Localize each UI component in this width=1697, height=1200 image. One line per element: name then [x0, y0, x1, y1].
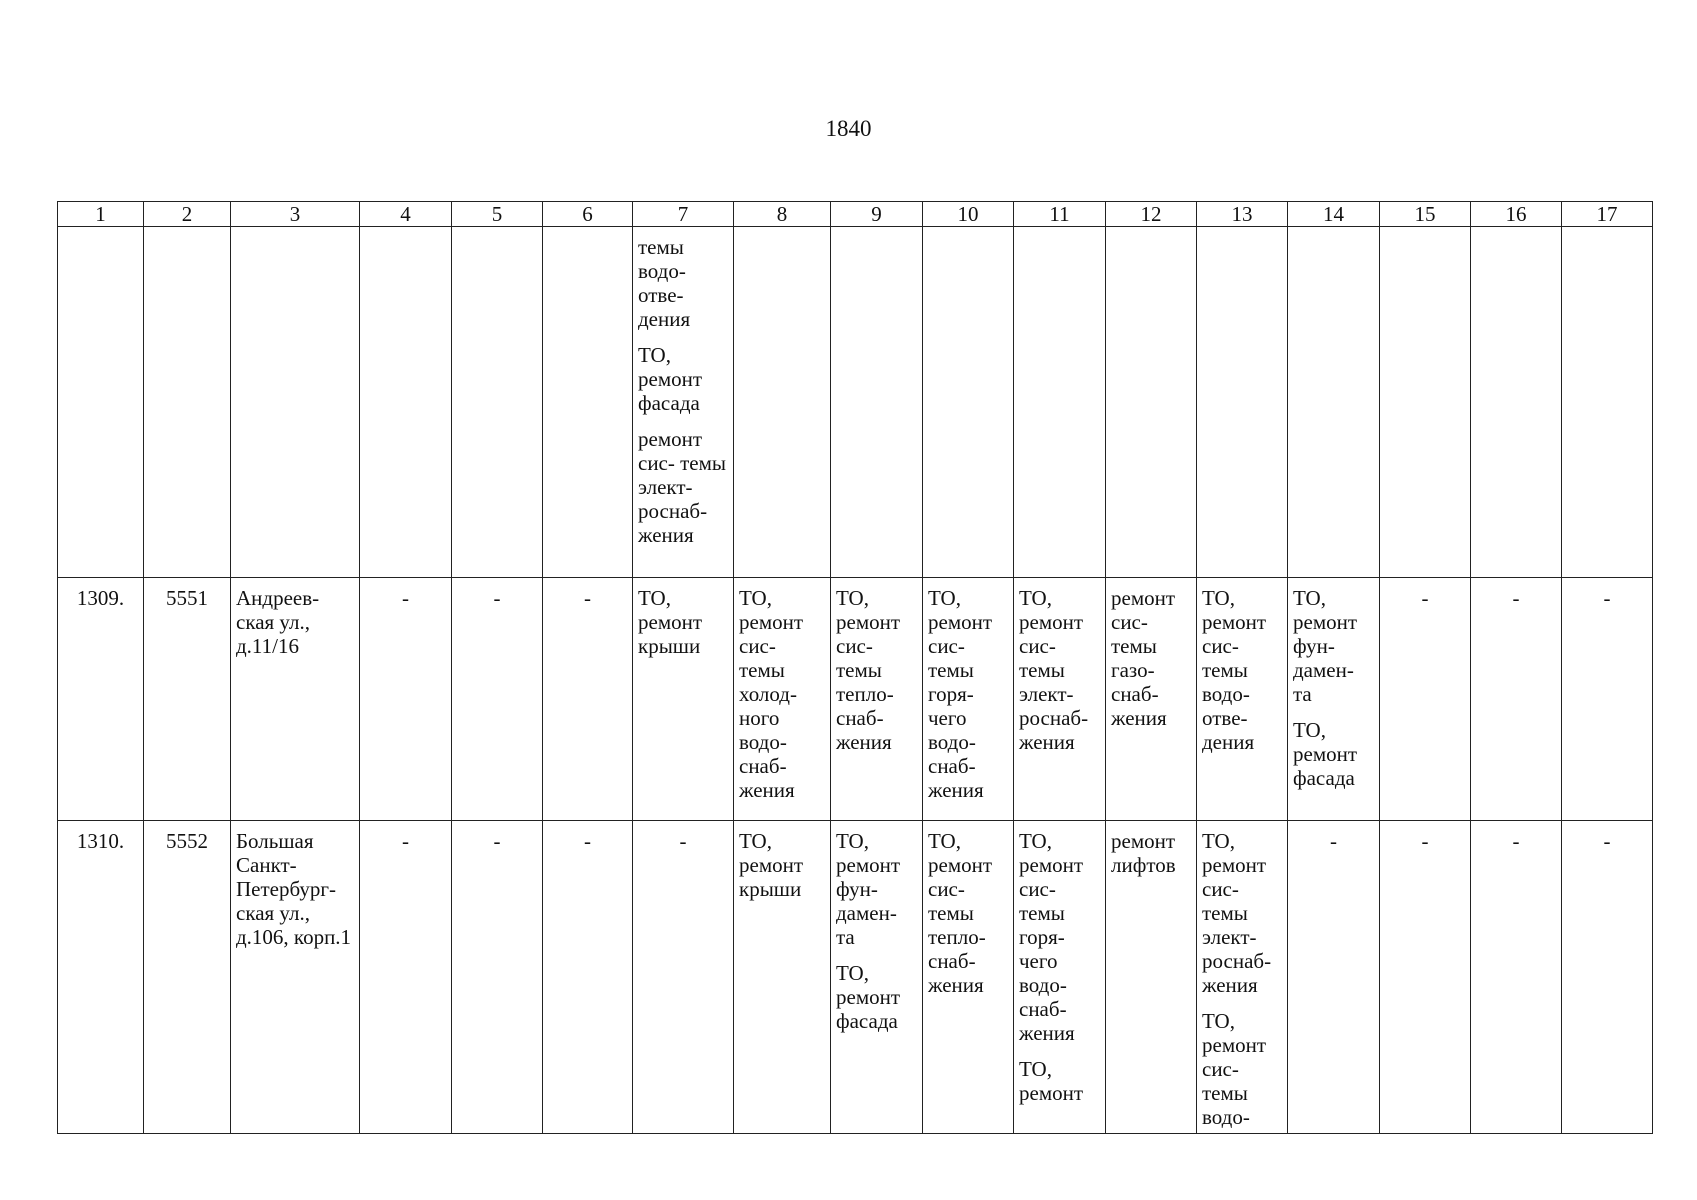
table-cell-col-15 — [1380, 821, 1471, 1134]
column-header: 12 — [1106, 202, 1197, 227]
cell-text: - — [1330, 829, 1337, 853]
column-header-row — [58, 202, 1653, 227]
table-cell-col-10 — [923, 821, 1014, 1134]
cell-text: ТО, ремонт сис- темы горя- чего водо- снаб- жения — [928, 586, 993, 802]
cell-text: - — [1512, 586, 1520, 610]
table-cell-col-17 — [1562, 227, 1653, 578]
cell-text: 5552 — [166, 829, 208, 853]
cell-text: ТО, ремонт сис- темы элект- роснаб- жения — [1019, 586, 1089, 754]
cell-text: - — [584, 586, 591, 610]
table-cell-col-12 — [1106, 821, 1197, 1134]
table-cell-col-12 — [1106, 227, 1197, 578]
column-header: 2 — [144, 202, 231, 227]
table-cell-col-1 — [58, 821, 144, 1134]
table-cell-col-5 — [452, 578, 543, 821]
column-header: 14 — [1288, 202, 1380, 227]
cell-text: ТО, ремонт сис- темы элект- роснаб- жения — [1202, 829, 1272, 997]
cell-text: - — [402, 586, 409, 610]
cell-text: 1309. — [76, 586, 125, 610]
cell-text: Большая Санкт- Петербург- ская ул., д.106, корп.1 — [236, 829, 352, 949]
column-header: 10 — [923, 202, 1014, 227]
cell-text: ТО, ремонт сис- темы тепло- снаб- жения — [928, 829, 993, 997]
cell-text: ТО, ремонт сис- темы горя- чего водо- снаб- жения — [1019, 829, 1084, 1045]
cell-text: Андреев- ская ул., д.11/16 — [236, 586, 320, 658]
cell-text: - — [1512, 829, 1520, 853]
table-cell-col-11 — [1014, 578, 1106, 821]
table-cell-col-11 — [1014, 821, 1106, 1134]
column-header: 6 — [543, 202, 633, 227]
cell-text: - — [679, 829, 687, 853]
table-cell-col-14 — [1288, 821, 1380, 1134]
table-cell-col-1 — [58, 227, 144, 578]
column-header: 16 — [1471, 202, 1562, 227]
cell-text: 5551 — [166, 586, 208, 610]
column-header: 7 — [633, 202, 734, 227]
table-cell-col-1 — [58, 578, 144, 821]
table-cell-col-2 — [144, 227, 231, 578]
column-header: 9 — [831, 202, 923, 227]
column-header: 13 — [1197, 202, 1288, 227]
table-cell-col-13 — [1197, 578, 1288, 821]
table-cell-col-12 — [1106, 578, 1197, 821]
table-cell-col-3 — [231, 821, 360, 1134]
page-number: 1840 — [825, 116, 872, 141]
column-header: 8 — [734, 202, 831, 227]
table-cell-col-14 — [1288, 227, 1380, 578]
table-cell-col-11 — [1014, 227, 1106, 578]
cell-text: - — [402, 829, 409, 853]
table-cell-col-6 — [543, 227, 633, 578]
column-header: 11 — [1014, 202, 1106, 227]
column-header: 17 — [1562, 202, 1653, 227]
cell-text: - — [1421, 586, 1429, 610]
table-cell-col-4 — [360, 227, 452, 578]
cell-text: ТО, ремонт фасада — [638, 343, 703, 415]
table-cell-col-8 — [734, 821, 831, 1134]
cell-text: ТО, ремонт сис- темы водо- отве- дения — [1202, 586, 1267, 754]
table-cell-col-16 — [1471, 821, 1562, 1134]
column-header: 4 — [360, 202, 452, 227]
table-row — [58, 821, 1653, 1134]
cell-text: ТО, ремонт фасада — [836, 961, 901, 1033]
table-cell-col-4 — [360, 821, 452, 1134]
cell-text: ТО, ремонт сис- темы тепло- снаб- жения — [836, 586, 901, 754]
cell-text: ТО, ремонт крыши — [739, 829, 804, 901]
cell-text: ТО, ремонт — [1019, 1057, 1084, 1105]
table-cell-col-8 — [734, 227, 831, 578]
column-header: 15 — [1380, 202, 1471, 227]
table-cell-col-15 — [1380, 227, 1471, 578]
table-cell-col-9 — [831, 227, 923, 578]
cell-text: ремонт сис- темы элект- роснаб- жения — [638, 427, 727, 547]
cell-text: ТО, ремонт сис- темы водо- — [1202, 1009, 1267, 1129]
table-cell-col-17 — [1562, 578, 1653, 821]
data-table — [57, 201, 1653, 1134]
cell-text: ТО, ремонт фун- дамен- та — [1293, 586, 1358, 706]
table-cell-col-4 — [360, 578, 452, 821]
table-cell-col-9 — [831, 821, 923, 1134]
table-cell-col-10 — [923, 578, 1014, 821]
cell-text: ремонт сис- темы газо- снаб- жения — [1111, 586, 1176, 730]
table-cell-col-6 — [543, 821, 633, 1134]
table-cell-col-7 — [633, 821, 734, 1134]
column-header: 5 — [452, 202, 543, 227]
table-cell-col-5 — [452, 821, 543, 1134]
table-cell-col-3 — [231, 578, 360, 821]
table-cell-col-10 — [923, 227, 1014, 578]
cell-text: ремонт лифтов — [1111, 829, 1176, 877]
table-cell-col-2 — [144, 821, 231, 1134]
cell-text: ТО, ремонт фун- дамен- та — [836, 829, 901, 949]
cell-text: 1310. — [76, 829, 125, 853]
table-cell-col-3 — [231, 227, 360, 578]
table-cell-col-13 — [1197, 227, 1288, 578]
cell-text: - — [493, 586, 501, 610]
table-cell-col-7 — [633, 227, 734, 578]
table-cell-col-15 — [1380, 578, 1471, 821]
table-cell-col-17 — [1562, 821, 1653, 1134]
table-cell-col-9 — [831, 578, 923, 821]
cell-text: - — [493, 829, 501, 853]
table-cell-col-14 — [1288, 578, 1380, 821]
table-cell-col-6 — [543, 578, 633, 821]
table-row — [58, 227, 1653, 578]
table-cell-col-5 — [452, 227, 543, 578]
table-cell-col-16 — [1471, 578, 1562, 821]
cell-text: ТО, ремонт сис- темы холод- ного водо- снаб- жения — [739, 586, 804, 802]
cell-text: темы водо- отве- дения — [638, 235, 691, 331]
table-cell-col-8 — [734, 578, 831, 821]
cell-text: - — [1603, 586, 1611, 610]
table-row — [58, 578, 1653, 821]
table-cell-col-16 — [1471, 227, 1562, 578]
table-cell-col-7 — [633, 578, 734, 821]
column-header: 3 — [231, 202, 360, 227]
cell-text: - — [1421, 829, 1429, 853]
table-cell-col-13 — [1197, 821, 1288, 1134]
cell-text: ТО, ремонт фасада — [1293, 718, 1358, 790]
cell-text: - — [584, 829, 591, 853]
cell-text: ТО, ремонт крыши — [638, 586, 703, 658]
column-header: 1 — [58, 202, 144, 227]
table-cell-col-2 — [144, 578, 231, 821]
cell-text: - — [1603, 829, 1611, 853]
